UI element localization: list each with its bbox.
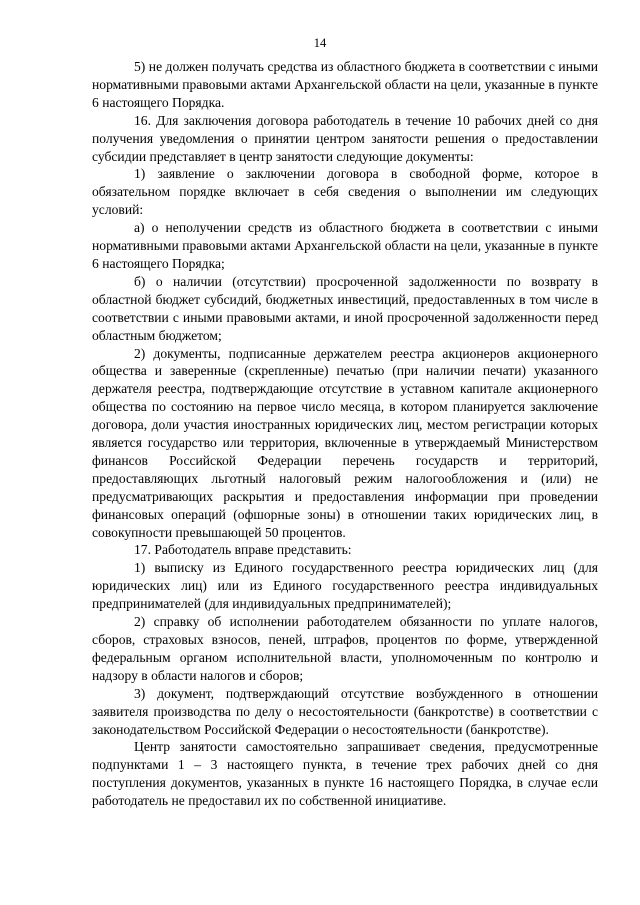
paragraph-item-5: 5) не должен получать средства из областного бюджета в соответствии с иными нормативными правовыми актами Архангельской области на цели, указанные в пункте 6 настоящего Порядка.: [92, 59, 598, 110]
paragraph-16-item-1: 1) заявление о заключении договора в свободной форме, которое в обязательном порядке включает в себя сведения о выполнении им следующих условий:: [92, 166, 598, 218]
paragraph-17-item-2: 2) справку об исполнении работодателем обязанности по уплате налогов, сборов, страховых взносов, пеней, штрафов, процентов по форме, утвержденной федеральным органом исполнительной власти, уполномоченным по контролю и надзору в области налогов и сборов;: [92, 614, 598, 683]
paragraph-16-item-2: 2) документы, подписанные держателем реестра акционеров акционерного общества и заверенные (скрепленные) печатью (при наличии печати) указанного держателя реестра, подтверждающие отсутствие в уставном капитале акционерного общества по состоянию на первое число месяца, в котором планируется заключение договора, доли участия иностранных юридических лиц, местом регистрации которых является государство или территория, включенные в утверждаемый Министерством финансов Российской Федерации перечень государств и территорий, предоставляющих льготный налоговый режим налогообложения и (или) не предусматривающих раскрытия и предоставления информации при проведении финансовых операций (офшорные зоны) в отношении таких юридических лиц, в совокупности превышающей 50 процентов.: [92, 345, 598, 540]
paragraph-clause-17: 17. Работодатель вправе представить:: [134, 542, 352, 558]
document-body: [92, 58, 598, 810]
paragraph-closing: Центр занятости самостоятельно запрашивает сведения, предусмотренные подпунктами 1 – 3 настоящего пункта, в течение трех рабочих дней со дня поступления документов, указанных в пункте 16 настоящего Порядка, в случае если работодатель не предоставил их по собственной инициативе.: [92, 739, 598, 809]
paragraph-17-item-3: 3) документ, подтверждающий отсутствие возбужденного в отношении заявителя производства по делу о несостоятельности (банкротстве) в соответствии с законодательством Российской Федерации о несостоятельности (банкротстве).: [92, 685, 598, 737]
paragraph-16-subitem-b: б) о наличии (отсутствии) просроченной задолженности по возврату в областной бюджет субсидий, бюджетных инвестиций, предоставленных в том числе в соответствии с иными правовыми актами, и иной просроченной задолженности перед областным бюджетом;: [92, 273, 598, 343]
page-number: 14: [313, 36, 327, 50]
paragraph-clause-16: 16. Для заключения договора работодатель в течение 10 рабочих дней со дня получения уведомления о принятии центром занятости решения о предоставлении субсидии представляет в центр занятости следующие документы:: [92, 112, 598, 164]
paragraph-16-subitem-a: а) о неполучении средств из областного бюджета в соответствии с иными нормативными правовыми актами Архангельской области на цели, указанные в пункте 6 настоящего Порядка;: [92, 220, 598, 271]
paragraph-17-item-1: 1) выписку из Единого государственного реестра юридических лиц (для юридических лиц) или из Единого государственного реестра индивидуальных предпринимателей (для индивидуальных предпринимателей);: [92, 560, 598, 612]
